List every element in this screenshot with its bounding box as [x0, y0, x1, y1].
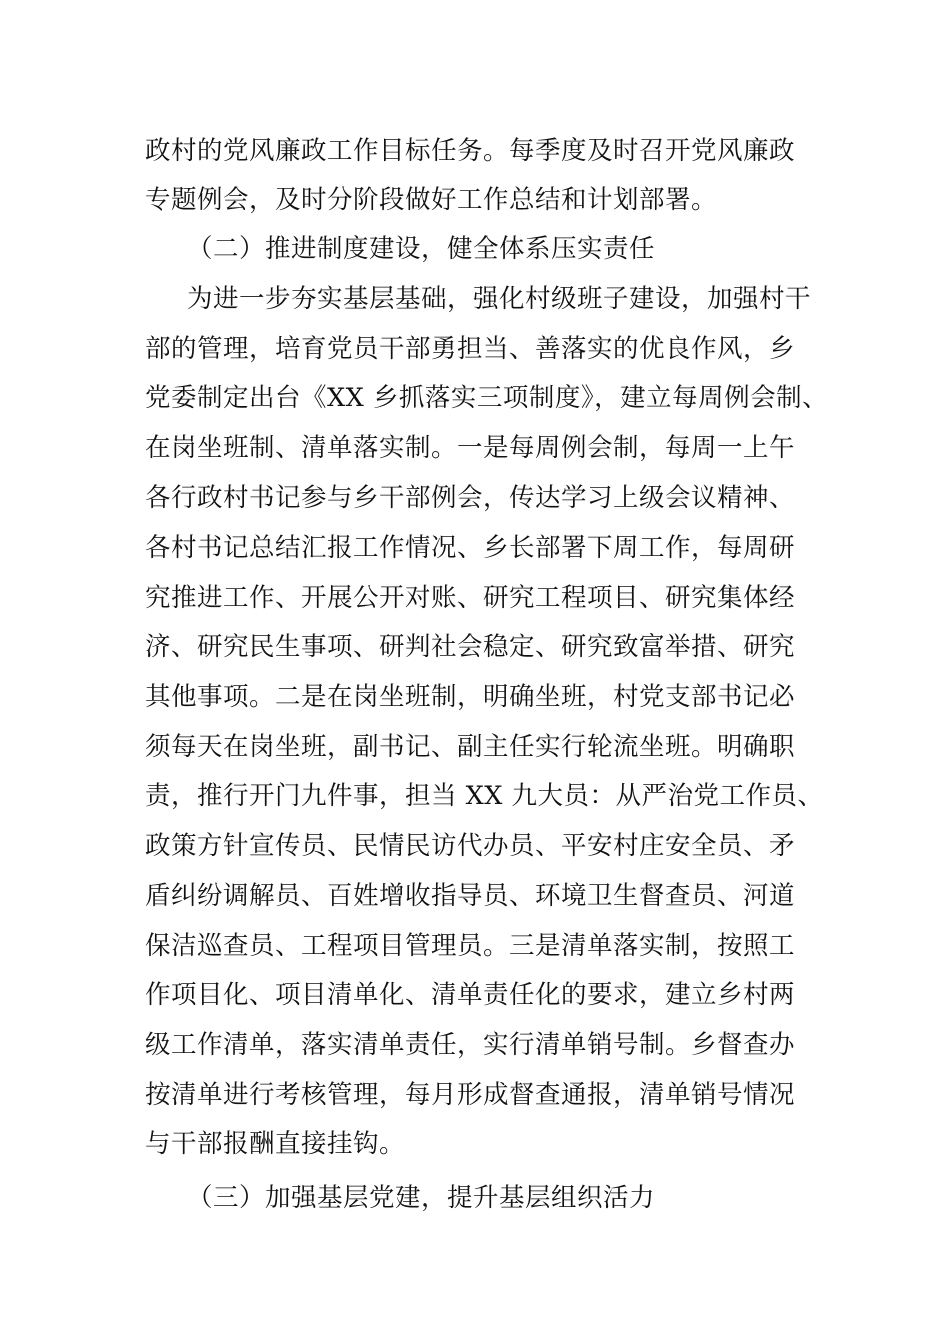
- text-line: 作项目化、项目清单化、清单责任化的要求，建立乡村两: [145, 980, 796, 1010]
- text-line: 须每天在岗坐班，副书记、副主任实行轮流坐班。明确职: [145, 732, 796, 762]
- text-line: 党委制定出台《XX 乡抓落实三项制度》，建立每周例会制、: [145, 383, 829, 413]
- text-line: 其他事项。二是在岗坐班制，明确坐班，村党支部书记必: [145, 682, 796, 712]
- text-line: 各行政村书记参与乡干部例会，传达学习上级会议精神、: [145, 483, 796, 513]
- text-line: 部的管理，培育党员干部勇担当、善落实的优良作风，乡: [145, 334, 796, 364]
- text-line: 级工作清单，落实清单责任，实行清单销号制。乡督查办: [145, 1030, 796, 1060]
- text-line: 济、研究民生事项、研判社会稳定、研究致富举措、研究: [145, 632, 796, 662]
- text-line: 按清单进行考核管理，每月形成督查通报，清单销号情况: [145, 1080, 796, 1110]
- section-heading: （三）加强基层党建，提升基层组织活力: [187, 1183, 656, 1213]
- section-heading: （二）推进制度建设，健全体系压实责任: [187, 234, 656, 264]
- text-line: 盾纠纷调解员、百姓增收指导员、环境卫生督查员、河道: [145, 881, 796, 911]
- text-line: 保洁巡查员、工程项目管理员。三是清单落实制，按照工: [145, 931, 796, 961]
- text-line: 专题例会，及时分阶段做好工作总结和计划部署。: [145, 185, 718, 215]
- text-line: 责，推行开门九件事，担当 XX 九大员：从严治党工作员、: [145, 781, 824, 811]
- text-line: 政策方针宣传员、民情民访代办员、平安村庄安全员、矛: [145, 831, 796, 861]
- text-line: 与干部报酬直接挂钩。: [145, 1129, 406, 1159]
- text-line: 各村书记总结汇报工作情况、乡长部署下周工作，每周研: [145, 533, 796, 563]
- text-line: 政村的党风廉政工作目标任务。每季度及时召开党风廉政: [145, 136, 796, 166]
- text-line: 在岗坐班制、清单落实制。一是每周例会制，每周一上午: [145, 433, 796, 463]
- text-line: 为进一步夯实基层基础，强化村级班子建设，加强村干: [187, 284, 812, 314]
- text-line: 究推进工作、开展公开对账、研究工程项目、研究集体经: [145, 583, 796, 613]
